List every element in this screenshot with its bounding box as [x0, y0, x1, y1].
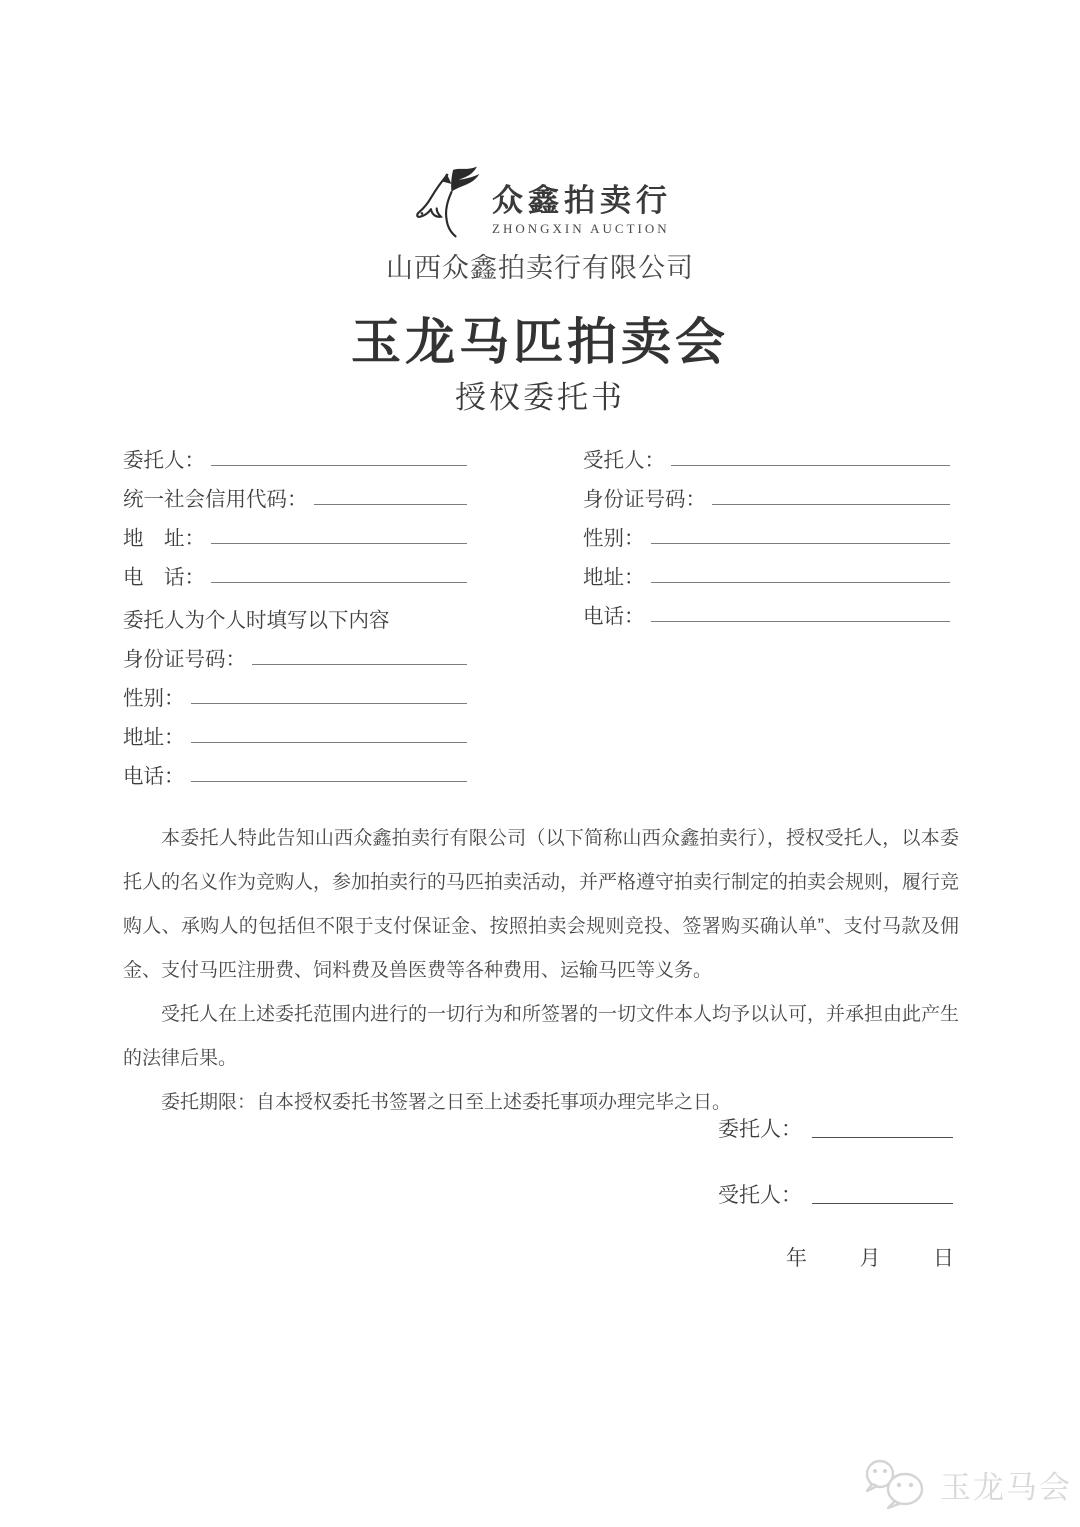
wechat-icon: [860, 1458, 932, 1510]
form-section-principal: [123, 438, 467, 793]
date-day-label: 日: [933, 1247, 954, 1270]
date-month-label: 月: [859, 1247, 881, 1270]
personal-info-note: 委托人为个人时填写以下内容: [123, 608, 390, 632]
fill-in-line: [314, 504, 468, 505]
field-agent-address: [583, 555, 950, 594]
form-section-agent: [583, 438, 950, 633]
fill-in-line: [651, 621, 951, 622]
field-agent-phone: [583, 594, 950, 633]
field-label: 性别：: [123, 686, 185, 710]
field-label: 地 址：: [123, 526, 205, 550]
field-label: 电话：: [123, 764, 185, 788]
watermark: [860, 1458, 1072, 1510]
fill-in-line: [211, 543, 467, 544]
authorization-body: [123, 817, 959, 1125]
signature-label: 受托人：: [718, 1184, 802, 1207]
field-agent: [583, 438, 950, 477]
date-line: [786, 1242, 954, 1272]
field-address: [123, 516, 467, 555]
field-label: 地址：: [123, 725, 185, 749]
field-gender: [123, 676, 467, 715]
field-credit-code: [123, 477, 467, 516]
fill-in-line: [712, 504, 950, 505]
fill-in-line: [252, 664, 467, 665]
field-agent-id-number: [583, 477, 950, 516]
field-phone: [123, 555, 467, 594]
signature-line: [812, 1203, 953, 1204]
field-label: 地址：: [583, 565, 645, 589]
horse-logo-icon: [408, 166, 490, 246]
fill-in-line: [211, 582, 467, 583]
field-id-number: [123, 637, 467, 676]
field-agent-gender: [583, 516, 950, 555]
field-label: 电 话：: [123, 565, 205, 589]
fill-in-line: [651, 543, 951, 544]
fill-in-line: [191, 742, 468, 743]
fill-in-line: [211, 465, 467, 466]
logo: [0, 166, 1080, 246]
logo-text: [492, 166, 672, 237]
field-label: 电话：: [583, 604, 645, 628]
signature-label: 委托人：: [718, 1118, 802, 1141]
watermark-text: 玉龙马会: [940, 1469, 1072, 1505]
field-label: 受托人：: [583, 448, 665, 472]
field-label: 委托人：: [123, 448, 205, 472]
paragraph-term: 委托期限：自本授权委托书签署之日至上述委托事项办理完毕之日。: [161, 1092, 732, 1113]
company-name: 山西众鑫拍卖行有限公司: [386, 253, 694, 283]
field-label: 统一社会信用代码：: [123, 487, 308, 511]
signature-principal: [718, 1110, 953, 1146]
fill-in-line: [671, 465, 950, 466]
fill-in-line: [191, 703, 468, 704]
signature-agent: [718, 1176, 953, 1212]
date-year-label: 年: [786, 1247, 807, 1270]
field-principal: [123, 438, 467, 477]
signature-line: [812, 1137, 953, 1138]
field-personal-phone: [123, 754, 467, 793]
field-personal-address: [123, 715, 467, 754]
paragraph-authorization: 本委托人特此告知山西众鑫拍卖行有限公司（以下简称山西众鑫拍卖行），授权受托人，以本委托人的名义作为竞购人，参加拍卖行的马匹拍卖活动，并严格遵守拍卖行制定的拍卖会规则，履行竞购人、承购人的包括但不限于支付保证金、按照拍卖会规则竞投、签署购买确认单”、支付马款及佣金、支付马匹注册费、饲料费及兽医费等各种费用、运输马匹等义务。: [123, 828, 960, 981]
paragraph-ratification: 受托人在上述委托范围内进行的一切行为和所签署的一切文件本人均予以认可，并承担由此产生的法律后果。: [123, 1004, 960, 1069]
fill-in-line: [651, 582, 951, 583]
document-title: 玉龙马匹拍卖会: [351, 314, 729, 370]
logo-brand-name-en: ZHONGXIN AUCTION: [492, 221, 670, 237]
signature-block: [718, 1110, 953, 1242]
field-label: 性别：: [583, 526, 645, 550]
document-subtitle: 授权委托书: [455, 380, 625, 415]
field-label: 身份证号码：: [583, 487, 706, 511]
logo-brand-name: 众鑫拍卖行: [492, 183, 672, 218]
field-label: 身份证号码：: [123, 647, 246, 671]
fill-in-line: [191, 781, 468, 782]
